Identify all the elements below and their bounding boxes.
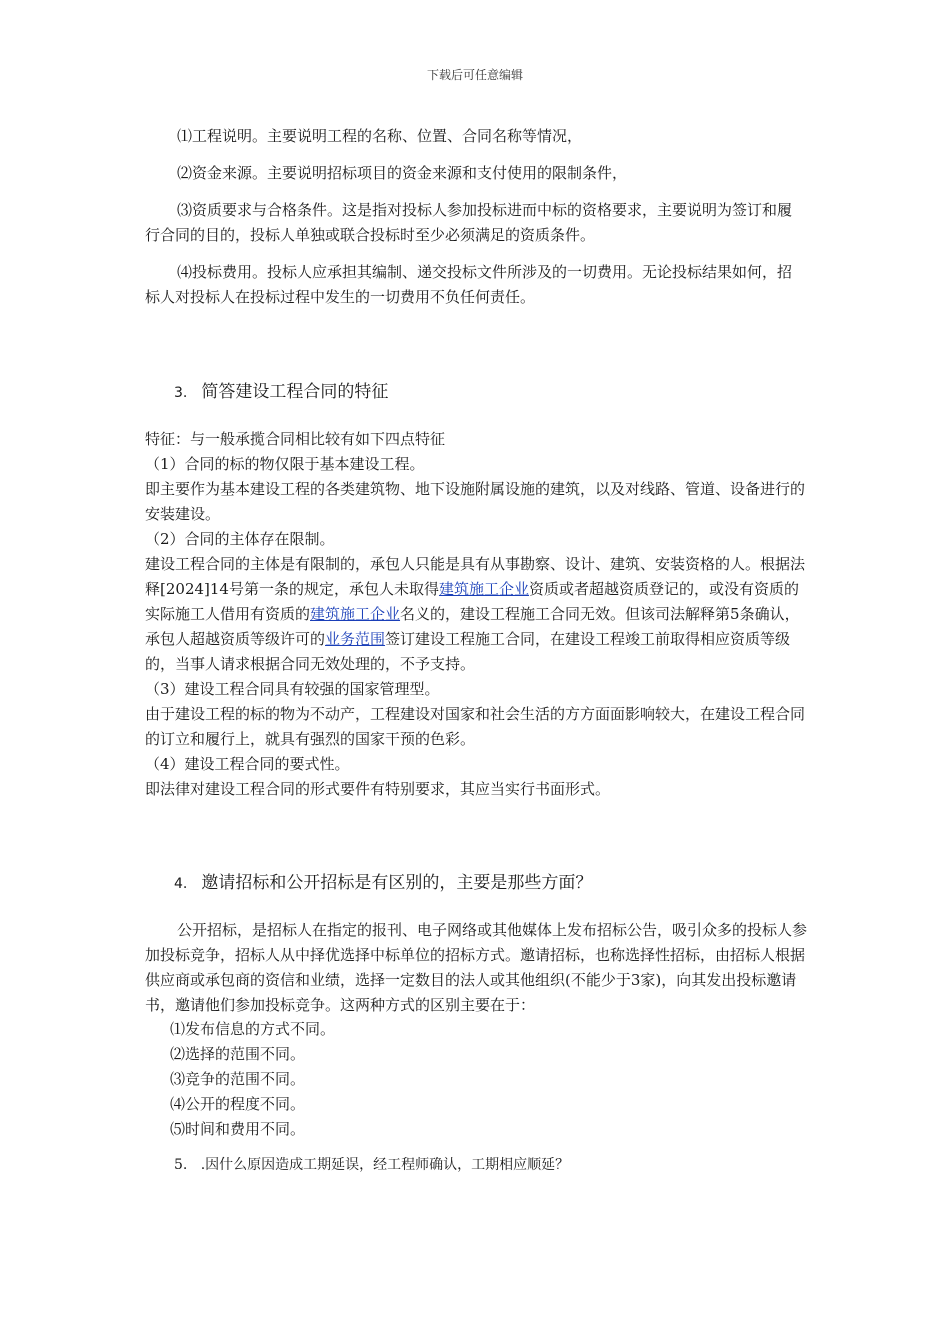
q5-number: 5.	[174, 1157, 188, 1173]
q4-list-item: ⑷公开的程度不同。	[170, 1095, 306, 1113]
q4-number: 4.	[174, 876, 188, 892]
q4-list-item: ⑶竞争的范围不同。	[170, 1070, 306, 1088]
q4-body: 公开招标，是招标人在指定的报刊、电子网络或其他媒体上发布招标公告，吸引众多的投标人参加投标竞争，招标人从中择优选择中标单位的招标方式。邀请招标，也称选择性招标，由招标人根据供应商或承包商的资信和业绩，选择一定数目的法人或其他组织(不能少于3家)，向其发出投标邀请书，邀请他们参加投标竞争。这两种方式的区别主要在于：	[145, 921, 808, 1014]
q3-point3-heading: （3）建设工程合同具有较强的国家管理型。	[145, 680, 440, 698]
q3-point4-body: 即法律对建设工程合同的形式要件有特别要求，其应当实行书面形式。	[145, 780, 611, 798]
q4-list-item: ⑵选择的范围不同。	[170, 1045, 306, 1063]
q4-list-item: ⑴发布信息的方式不同。	[170, 1020, 336, 1038]
q3-point4-heading: （4）建设工程合同的要式性。	[145, 755, 350, 773]
link-construction-enterprise-2[interactable]: 建筑施工企业	[310, 605, 401, 623]
item-qualification-requirements: ⑶资质要求与合格条件。这是指对投标人参加投标进而中标的资格要求，主要说明为签订和履行合同的目的，投标人单独或联合投标时至少必须满足的资质条件。	[145, 201, 793, 244]
q3-point2-body	[145, 552, 805, 677]
q3-intro: 特征：与一般承揽合同相比较有如下四点特征	[145, 430, 446, 448]
q5-heading	[174, 1154, 569, 1176]
q3-point2-text-b: 资质或者超越资质登记的，或没有资质的实际施工人借用有资质的	[145, 580, 799, 623]
link-construction-enterprise-1[interactable]: 建筑施工企业	[438, 580, 529, 598]
q3-point1-body: 即主要作为基本建设工程的各类建筑物、地下设施附属设施的建筑，以及对线路、管道、设备进行的安装建设。	[145, 480, 806, 523]
item-project-description: ⑴工程说明。主要说明工程的名称、位置、合同名称等情况，	[177, 127, 583, 145]
q5-title: .因什么原因造成工期延误，经工程师确认，工期相应顺延？	[200, 1157, 570, 1173]
q3-title: 简答建设工程合同的特征	[201, 382, 389, 402]
link-business-scope[interactable]: 业务范围	[325, 630, 386, 648]
item-bidding-cost: ⑷投标费用。投标人应承担其编制、递交投标文件所涉及的一切费用。无论投标结果如何，招标人对投标人在投标过程中发生的一切费用不负任何责任。	[145, 263, 793, 306]
q3-point2-text-d: 签订建设工程施工合同，在建设工程竣工前取得相应资质等级的，当事人请求根据合同无效处理的，不予支持。	[145, 630, 791, 673]
q3-point2-text-a: 建设工程合同的主体是有限制的，承包人只能是具有从事勘察、设计、建筑、安装资格的人。根据法释[2024]14号第一条的规定，承包人未取得	[145, 555, 806, 598]
q3-number: 3.	[174, 385, 188, 401]
item-funding-source: ⑵资金来源。主要说明招标项目的资金来源和支付使用的限制条件，	[177, 164, 628, 182]
page-header: 下载后可任意编辑	[426, 68, 523, 82]
q3-heading	[174, 380, 388, 405]
q4-list-item: ⑸时间和费用不同。	[170, 1120, 306, 1138]
q3-point2-text-c: 名义的，建设工程施工合同无效。但该司法解释第5条确认，承包人超越资质等级许可的	[145, 605, 800, 648]
q3-point2-heading: （2）合同的主体存在限制。	[145, 530, 335, 548]
q3-point3-body: 由于建设工程的标的物为不动产，工程建设对国家和社会生活的方方面面影响较大，在建设工程合同的订立和履行上，就具有强烈的国家干预的色彩。	[145, 705, 806, 748]
q3-point1-heading: （1）合同的标的物仅限于基本建设工程。	[145, 455, 425, 473]
q4-title: 邀请招标和公开招标是有区别的，主要是那些方面？	[201, 873, 593, 893]
q4-heading	[174, 871, 592, 896]
